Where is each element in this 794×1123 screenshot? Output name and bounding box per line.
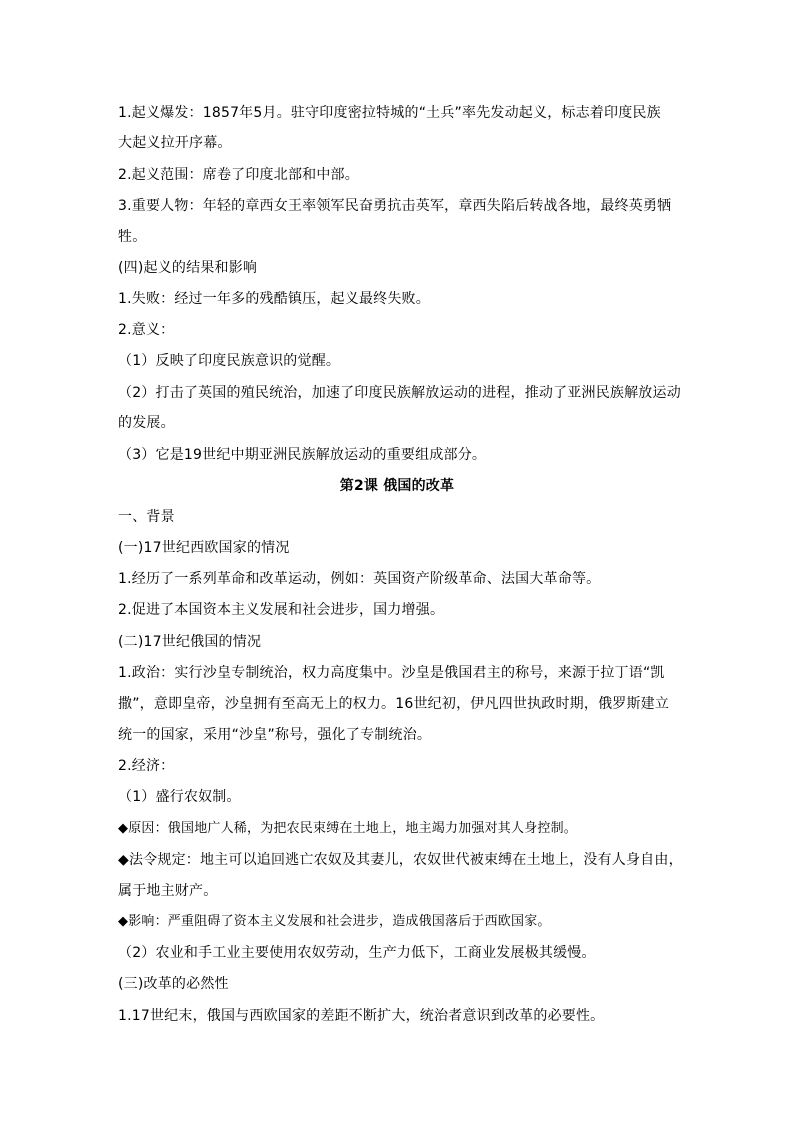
- lesson-title: 第2课 俄国的改革: [339, 478, 455, 494]
- subsection-heading: (二)17世纪俄国的情况: [118, 634, 262, 650]
- text-line: 属于地主财产。: [118, 883, 218, 899]
- text-line: 2.经济：: [118, 758, 175, 774]
- text-line: 统一的国家，采用“沙皇”称号，强化了专制统治。: [118, 727, 432, 743]
- text-line: （1）盛行农奴制。: [118, 789, 241, 805]
- text-line: 2.意义：: [118, 322, 175, 338]
- text-line: 撒”，意即皇帝，沙皇拥有至高无上的权力。16世纪初，伊凡四世执政时期，俄罗斯建立: [118, 696, 670, 712]
- text-line: （2）打击了英国的殖民统治，加速了印度民族解放运动的进程，推动了亚洲民族解放运动: [118, 385, 681, 401]
- bullet-line: ◆法令规定：地主可以追回逃亡农奴及其妻儿，农奴世代被束缚在土地上，没有人身自由，: [118, 852, 683, 868]
- text-line: 大起义拉开序幕。: [118, 135, 232, 151]
- text-line: 2.促进了本国资本主义发展和社会进步，国力增强。: [118, 602, 445, 618]
- section-heading: 一、背景: [118, 509, 175, 525]
- section-heading: (四)起义的结果和影响: [118, 260, 258, 276]
- text-line: 1.起义爆发：1857年5月。驻守印度密拉特城的“土兵”率先发动起义，标志着印度民族: [118, 105, 661, 121]
- text-line: （2）农业和手工业主要使用农奴劳动，生产力低下，工商业发展极其缓慢。: [118, 945, 596, 961]
- text-line: 牲。: [118, 229, 147, 245]
- subsection-heading: (一)17世纪西欧国家的情况: [118, 540, 290, 556]
- text-line: （3）它是19世纪中期亚洲民族解放运动的重要组成部分。: [118, 447, 487, 463]
- text-line: 1.17世纪末，俄国与西欧国家的差距不断扩大，统治者意识到改革的必要性。: [118, 1008, 605, 1024]
- text-line: 1.失败：经过一年多的残酷镇压，起义最终失败。: [118, 291, 430, 307]
- text-line: 1.政治：实行沙皇专制统治，权力高度集中。沙皇是俄国君主的称号，来源于拉丁语“凯: [118, 665, 665, 681]
- bullet-line: ◆影响：严重阻碍了资本主义发展和社会进步，造成俄国落后于西欧国家。: [118, 914, 551, 929]
- text-line: 1.经历了一系列革命和改革运动，例如：英国资产阶级革命、法国大革命等。: [118, 571, 601, 587]
- text-line: （1）反映了印度民族意识的觉醒。: [118, 353, 341, 369]
- text-line: 的发展。: [118, 415, 175, 431]
- text-line: 3.重要人物：年轻的章西女王率领军民奋勇抗击英军，章西失陷后转战各地，最终英勇牺: [118, 198, 672, 214]
- text-line: 2.起义范围：席卷了印度北部和中部。: [118, 167, 359, 183]
- bullet-line: ◆原因：俄国地广人稀，为把农民束缚在土地上，地主竭力加强对其人身控制。: [118, 821, 577, 836]
- subsection-heading: (三)改革的必然性: [118, 976, 229, 992]
